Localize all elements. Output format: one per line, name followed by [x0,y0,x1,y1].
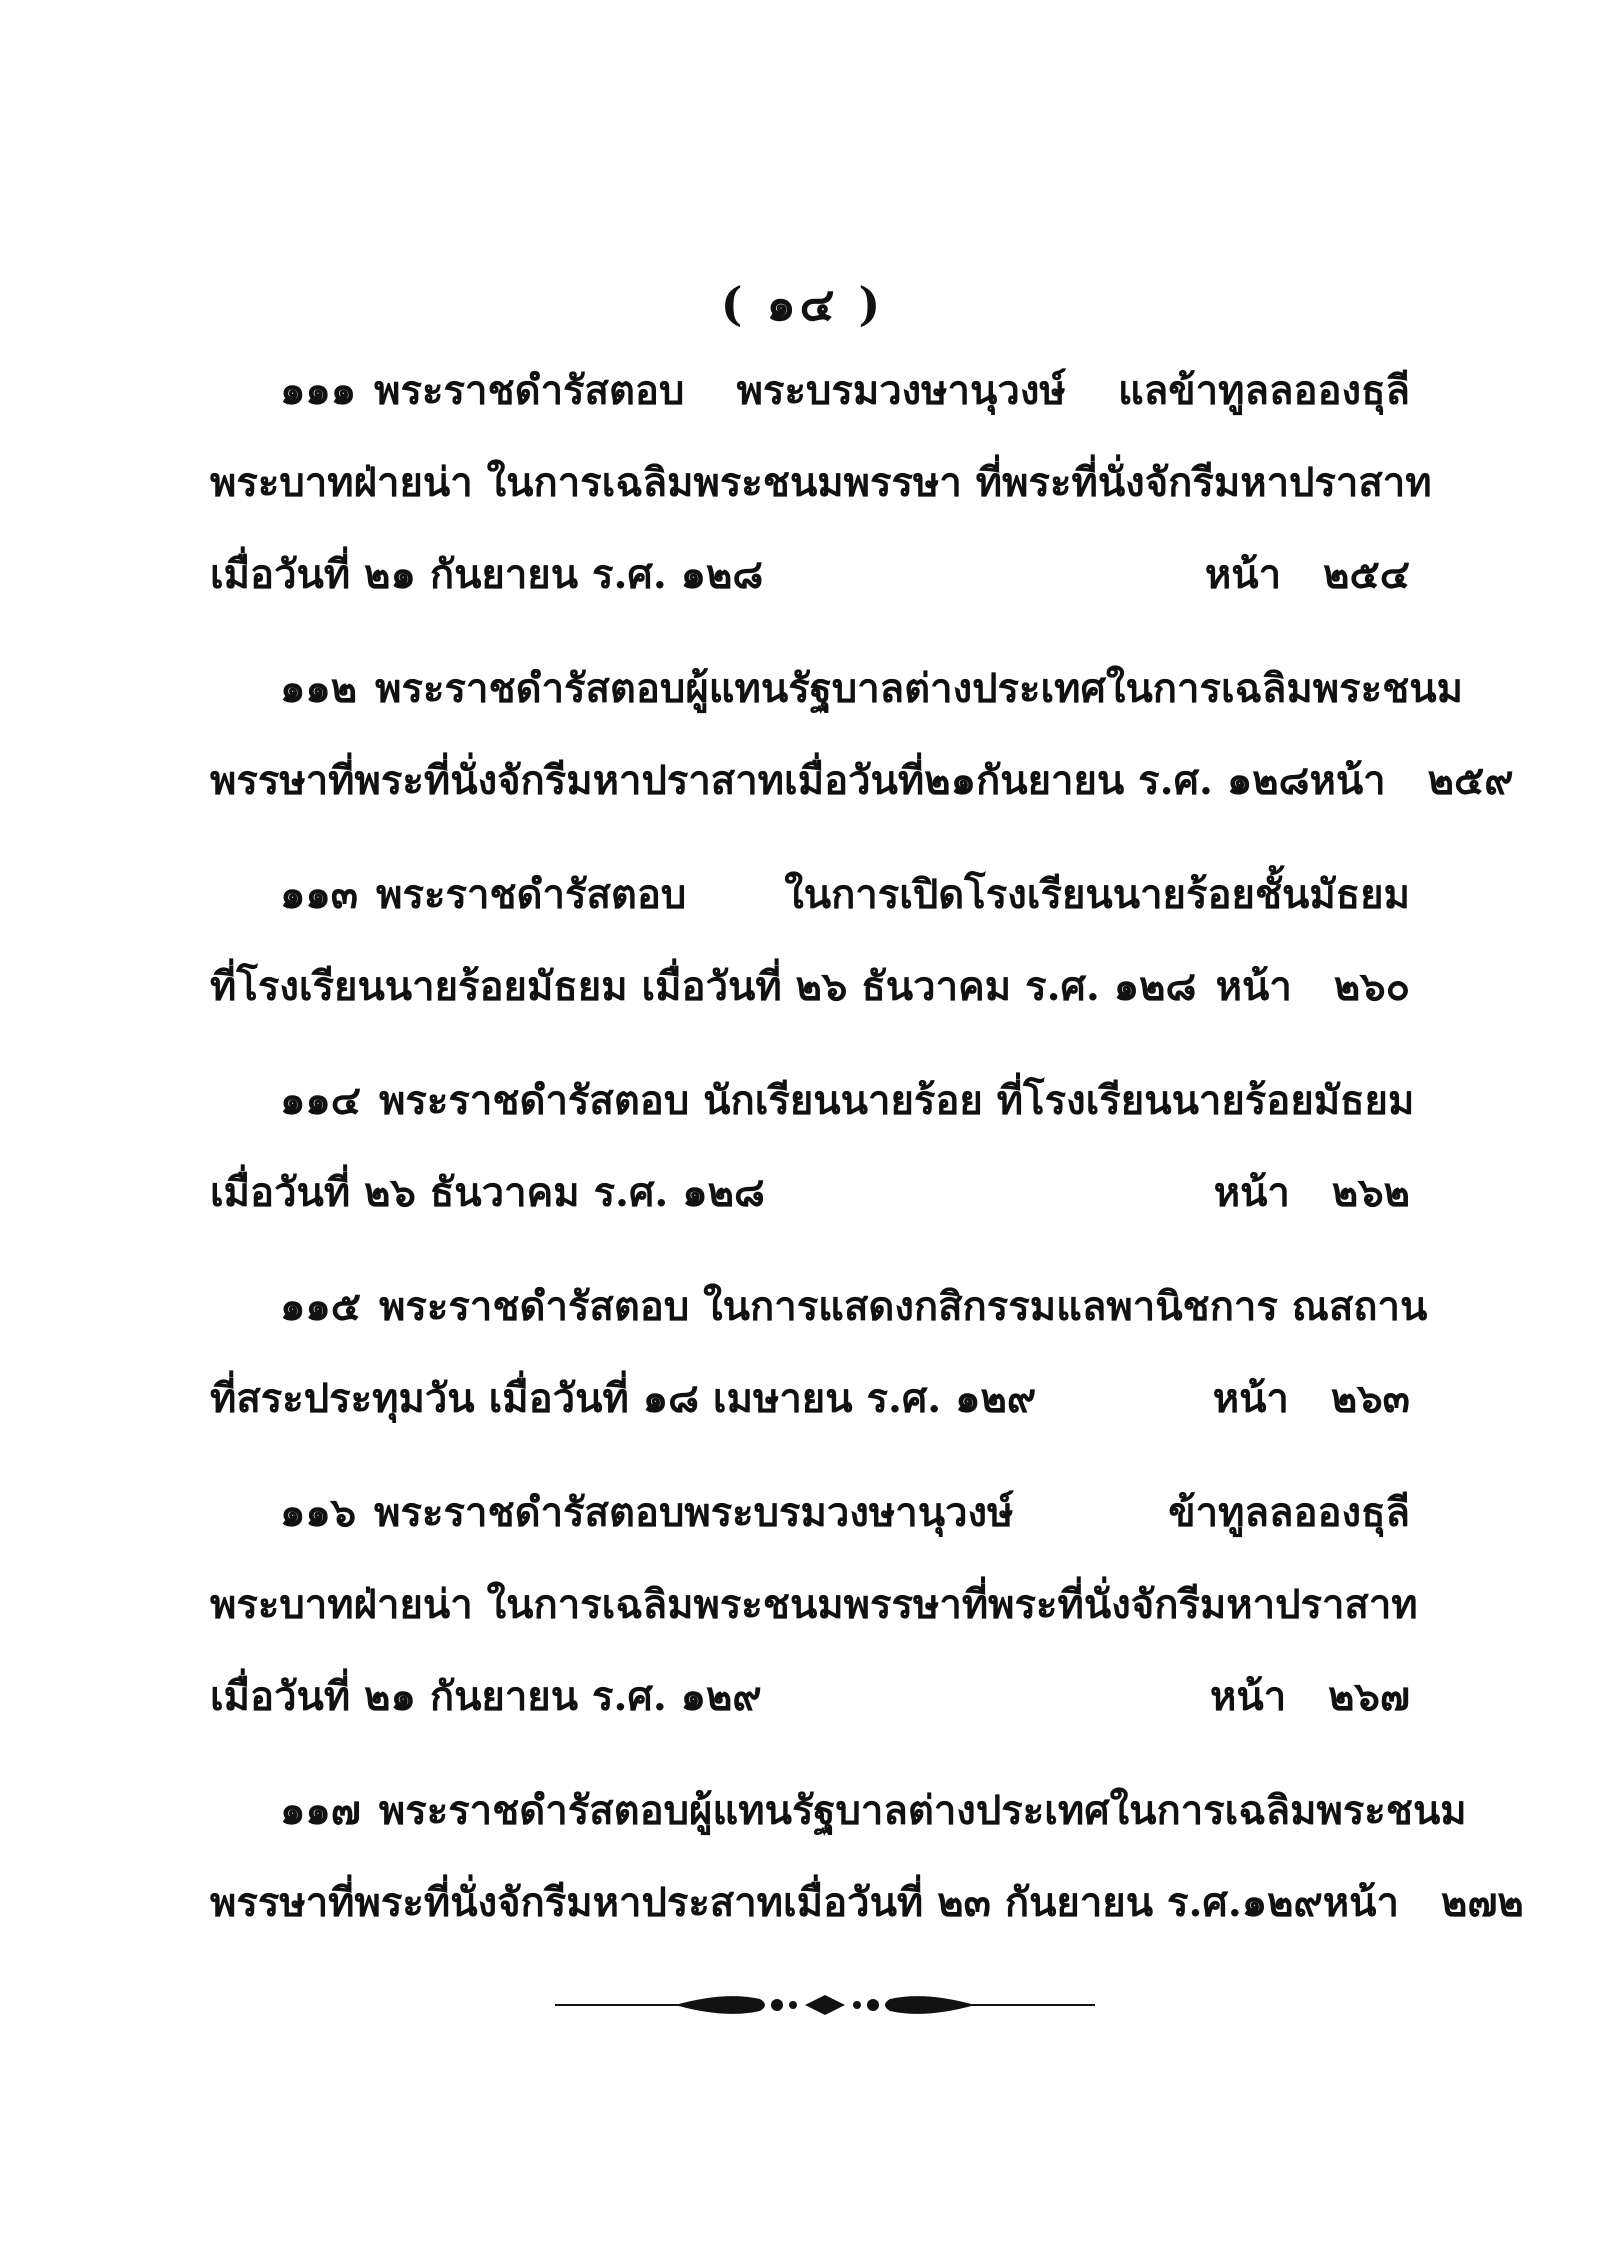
entry-last-line [210,735,1514,827]
entry-number: ๑๑๓ [280,871,359,918]
page-label: หน้า [1215,963,1292,1010]
entry-title-continued: พระบาทฝ่ายน่า ในการเฉลิมพระชนมพรรษา ที่พระที่นั่งจักรีมหาปราสาท [210,459,1432,506]
entry-page-ref [1214,1147,1410,1239]
entry-title: พระราชดำรัสตอบ ในการแสดงกสิกรรมแลพานิชการ ณสถาน [379,1283,1428,1330]
entry-last-line [210,1651,1410,1743]
entry-title: พระราชดำรัสตอบผู้แทนรัฐบาลต่างประเทศในการเฉลิมพระชนม [375,665,1463,712]
page-value: ๒๖๐ [1333,963,1410,1010]
entry-page-ref [1213,1353,1410,1445]
toc-entry [210,1261,1428,1445]
entry-last-line [210,1147,1410,1239]
entry-title: พระราชดำรัสตอบ นักเรียนนายร้อย ที่โรงเรียนนายร้อยมัธยม [379,1077,1415,1124]
entry-number: ๑๑๔ [280,1077,362,1124]
table-of-contents [210,345,1524,1971]
entry-first-line [210,345,1410,437]
entry-last-line [210,1353,1410,1445]
entry-page-ref [1309,735,1513,827]
entry-title: พระราชดำรัสตอบพระบรมวงษานุวงษ์ ข้าทูลลอองธุลี [374,1489,1410,1536]
entry-number: ๑๑๒ [280,665,358,712]
entry-number: ๑๑๕ [280,1283,362,1330]
entry-number: ๑๑๑ [280,367,357,414]
entry-first-line [210,643,1463,735]
entry-title: พระราชดำรัสตอบ พระบรมวงษานุวงษ์ แลข้าทูลลอองธุลี [374,367,1410,414]
entry-title: พระราชดำรัสตอบ ในการเปิดโรงเรียนนายร้อยชั้นมัธยม [376,871,1410,918]
page-value: ๒๖๓ [1330,1375,1410,1422]
entry-date: พรรษาที่พระที่นั่งจักรีมหาประสาทเมื่อวันที่ ๒๓ กันยายน ร.ศ.๑๒๙ [210,1879,1323,1926]
toc-entry [210,1467,1418,1743]
page-value: ๒๗๒ [1440,1879,1524,1926]
entry-last-line [210,941,1410,1033]
page-value: ๒๕๙ [1427,757,1514,804]
page-number: ( ๑๔ ) [720,277,885,331]
entry-page-ref [1205,529,1410,621]
entry-date: เมื่อวันที่ ๒๑ กันยายน ร.ศ. ๑๒๘ [210,551,764,598]
toc-entry [210,345,1432,621]
page-label: หน้า [1322,1879,1399,1926]
entry-last-line [210,529,1410,621]
entry-date: ที่โรงเรียนนายร้อยมัธยม เมื่อวันที่ ๒๖ ธันวาคม ร.ศ. ๑๒๘ [210,963,1197,1010]
entry-page-ref [1210,1651,1410,1743]
entry-first-line [210,1261,1428,1353]
page-value: ๒๕๔ [1323,551,1410,598]
page-label: หน้า [1213,1169,1290,1216]
entry-page-ref [1216,941,1410,1033]
entry-first-line [210,849,1410,941]
entry-title-continued: พระบาทฝ่ายน่า ในการเฉลิมพระชนมพรรษาที่พระที่นั่งจักรีมหาปราสาท [210,1581,1418,1628]
toc-entry [210,1765,1524,1949]
entry-title: พระราชดำรัสตอบผู้แทนรัฐบาลต่างประเทศในการเฉลิมพระชนม [378,1787,1467,1834]
entry-date: ที่สระประทุมวัน เมื่อวันที่ ๑๘ เมษายน ร.ศ. ๑๒๙ [210,1375,1037,1422]
toc-entry [210,1055,1415,1239]
page-value: ๒๖๗ [1328,1673,1410,1720]
entry-date: เมื่อวันที่ ๒๑ กันยายน ร.ศ. ๑๒๙ [210,1673,762,1720]
toc-entry [210,849,1410,1033]
page-label: หน้า [1212,1375,1289,1422]
entry-first-line [210,1055,1415,1147]
page-label: หน้า [1309,757,1386,804]
page-label: หน้า [1209,1673,1287,1720]
page-label: หน้า [1204,551,1282,598]
entry-last-line [210,1857,1524,1949]
entry-number: ๑๑๗ [280,1787,361,1834]
page-value: ๒๖๒ [1331,1169,1410,1216]
entry-page-ref [1323,1857,1524,1949]
entry-first-line [210,1467,1410,1559]
entry-number: ๑๑๖ [280,1489,357,1536]
entry-first-line [210,1765,1467,1857]
toc-entry [210,643,1514,827]
ornamental-divider-icon [555,1985,1095,2025]
entry-date: เมื่อวันที่ ๒๖ ธันวาคม ร.ศ. ๑๒๘ [210,1169,765,1216]
entry-date: พรรษาที่พระที่นั่งจักรีมหาปราสาทเมื่อวันที่๒๑กันยายน ร.ศ. ๑๒๘ [210,757,1310,804]
